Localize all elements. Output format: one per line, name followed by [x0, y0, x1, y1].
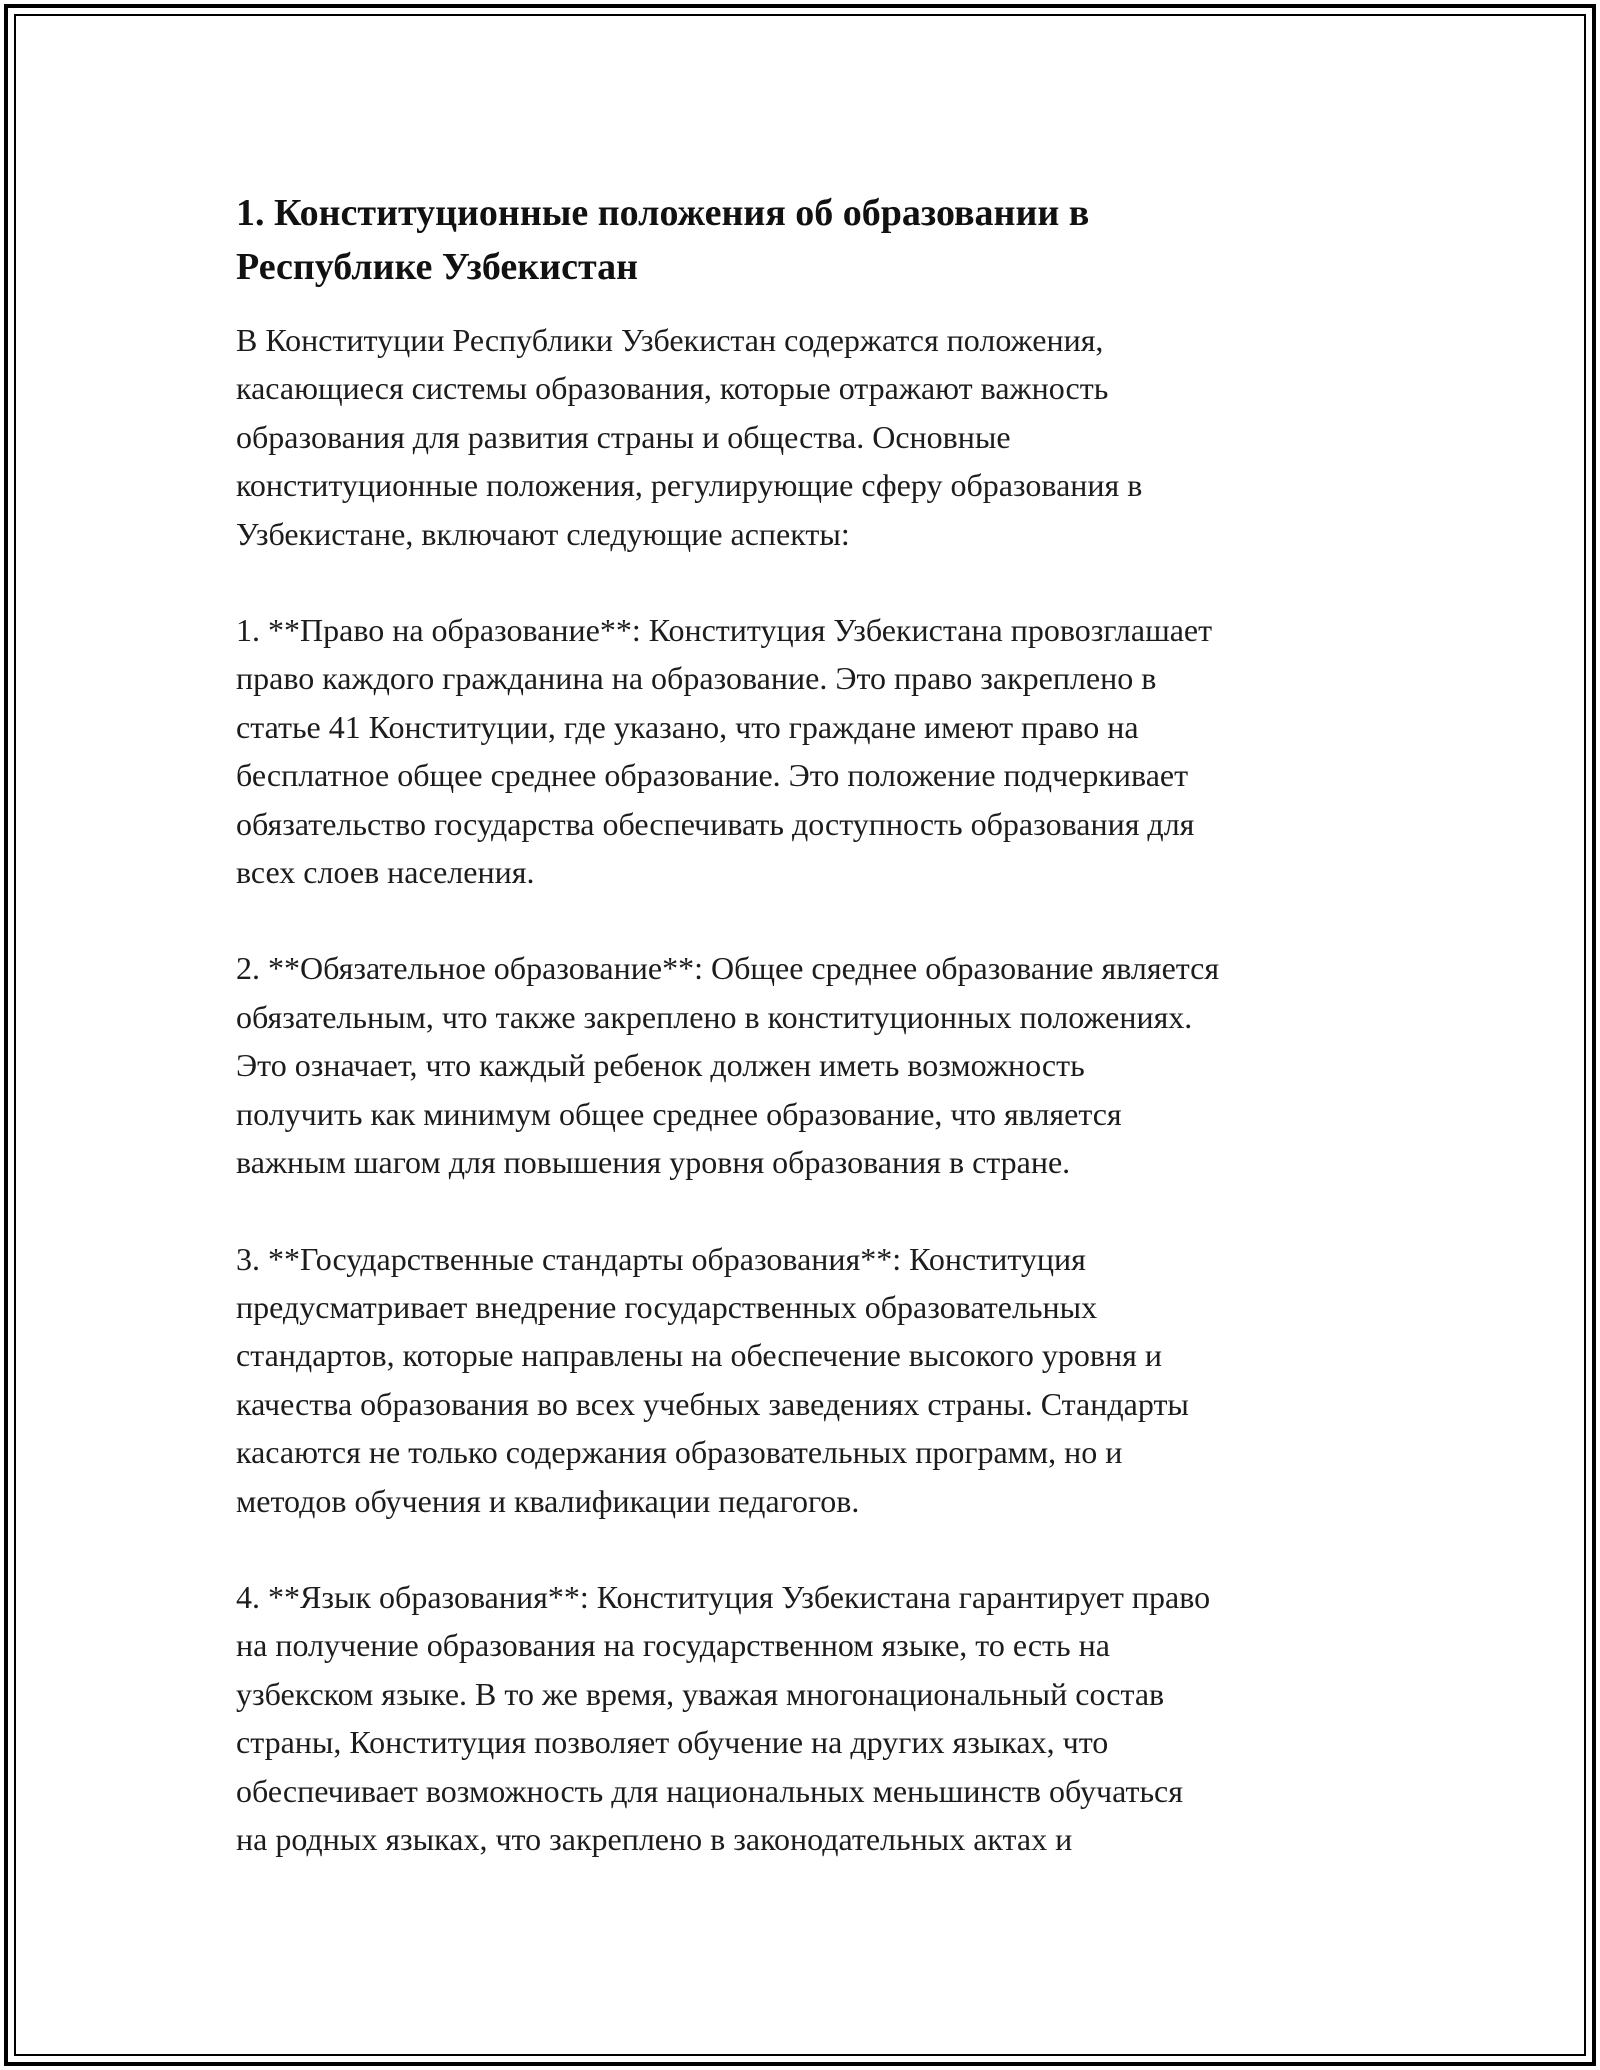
- list-item-right-to-education: 1. **Право на образование**: Конституция Узбекистана провозглашает право каждого гражданина на образование. Это право закреплено в статье 41 Конституции, где указано, что граждане имеют право на бесплатное общее среднее образование. Это положение подчеркивает обязательство государства обеспечивать доступность образования для всех слоев населения.: [236, 612, 1213, 891]
- list-item-compulsory-education: 2. **Обязательное образование**: Общее среднее образование является обязательным, что также закреплено в конституционных положениях. Это означает, что каждый ребенок должен иметь возможность получить как минимум общее среднее образование, что является важным шагом для повышения уровня образования в стране.: [236, 950, 1220, 1181]
- list-item-state-standards: 3. **Государственные стандарты образования**: Конституция предусматривает внедрение государственных образовательных стандартов, которые направлены на обеспечение высокого уровня и качества образования во всех учебных заведениях страны. Стандарты касаются не только содержания образовательных программ, но и методов обучения и квалификации педагогов.: [236, 1240, 1189, 1519]
- section-title: 1. Конституционные положения об образовании в Республике Узбекистан: [236, 192, 1090, 288]
- document-body: [236, 186, 1386, 1863]
- intro-paragraph: В Конституции Республики Узбекистан содержатся положения, касающиеся системы образования, которые отражают важность образования для развития страны и общества. Основные конституционные положения, регулирующие сферу образования в Узбекистане, включают следующие аспекты:: [236, 322, 1143, 552]
- list-item-language-of-education: 4. **Язык образования**: Конституция Узбекистана гарантирует право на получение образования на государственном языке, то есть на узбекском языке. В то же время, уважая многонациональный состав страны, Конституция позволяет обучение на других языках, что обеспечивает возможность для национальных меньшинств обучаться на родных языках, что закреплено в законодательных актах и: [236, 1578, 1211, 1857]
